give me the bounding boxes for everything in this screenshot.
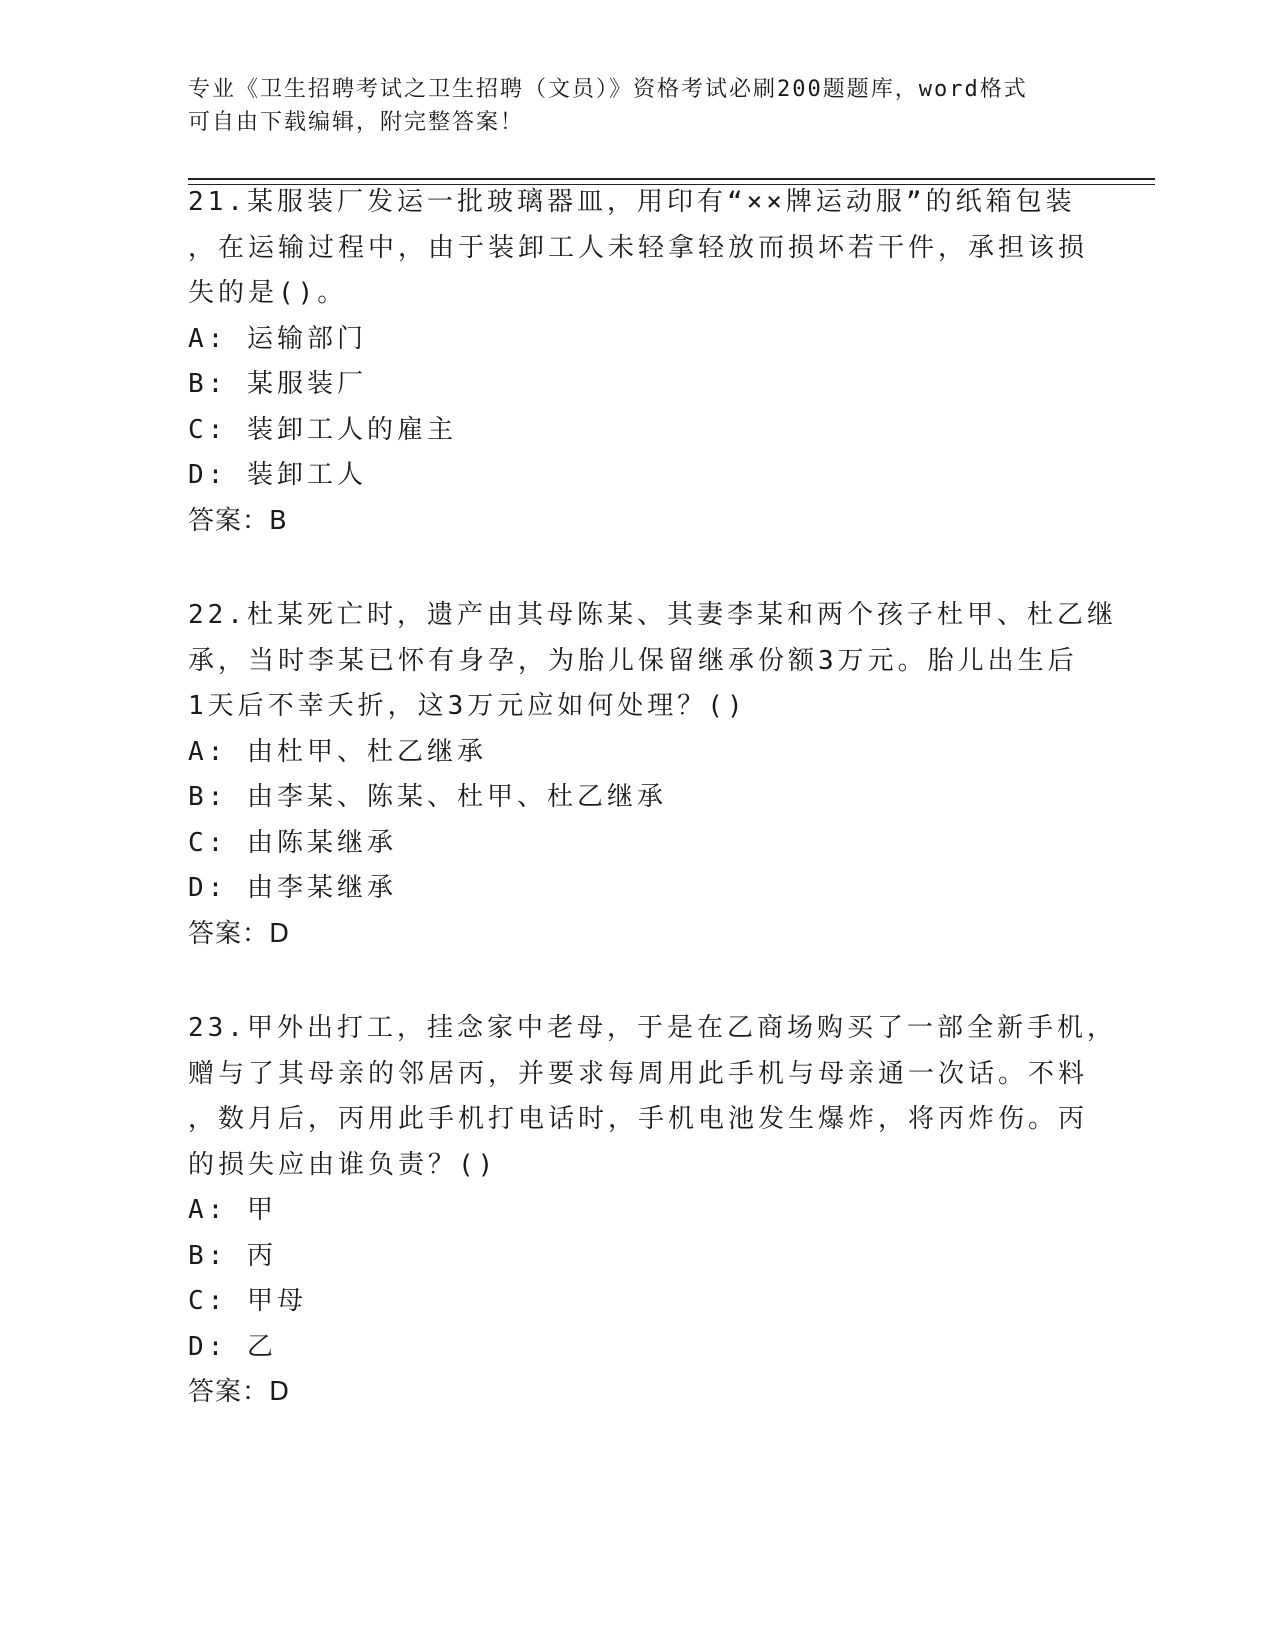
option-d: D: 由李某继承 xyxy=(188,873,397,903)
question-text-line: 承，当时李某已怀有身孕，为胎儿保留继承份额3万元。胎儿出生后 xyxy=(188,645,1078,676)
question-text-line: 的损失应由谁负责？() xyxy=(188,1149,498,1180)
question-text-line: 23.甲外出打工，挂念家中老母，于是在乙商场购买了一部全新手机， xyxy=(188,1013,1117,1043)
question-23 xyxy=(188,1006,1117,1416)
option-c: C: 甲母 xyxy=(188,1286,307,1316)
option-b: B: 某服装厂 xyxy=(188,369,367,399)
option-a: A: 甲 xyxy=(188,1195,277,1225)
option-c: C: 由陈某继承 xyxy=(188,827,397,858)
document-header xyxy=(188,73,1068,139)
option-b: B: 丙 xyxy=(188,1240,277,1271)
option-c: C: 装卸工人的雇主 xyxy=(188,414,457,445)
question-22 xyxy=(188,593,1117,957)
answer: 答案：B xyxy=(188,505,288,536)
option-a: A: 运输部门 xyxy=(188,323,367,354)
question-text-line: 赠与了其母亲的邻居丙，并要求每周用此手机与母亲通一次话。不料 xyxy=(188,1058,1089,1089)
question-text-line: 21.某服装厂发运一批玻璃器皿，用印有“××牌运动服”的纸箱包装 xyxy=(188,187,1076,217)
question-text-line: 1天后不幸夭折，这3万元应如何处理？() xyxy=(188,691,747,721)
header-line-1: 专业《卫生招聘考试之卫生招聘（文员）》资格考试必刷200题题库，word格式 xyxy=(188,77,1028,102)
header-line-2: 可自由下载编辑，附完整答案！ xyxy=(188,110,525,135)
option-d: D: 装卸工人 xyxy=(188,460,367,490)
question-text-line: 22.杜某死亡时，遗产由其母陈某、其妻李某和两个孩子杜甲、杜乙继 xyxy=(188,600,1117,630)
option-b: B: 由李某、陈某、杜甲、杜乙继承 xyxy=(188,782,667,812)
question-21 xyxy=(188,180,1108,544)
question-text-line: ，在运输过程中，由于装卸工人未轻拿轻放而损坏若干件，承担该损 xyxy=(188,232,1089,263)
answer: 答案：D xyxy=(188,1377,291,1407)
option-a: A: 由杜甲、杜乙继承 xyxy=(188,736,487,767)
question-text-line: ，数月后，丙用此手机打电话时，手机电池发生爆炸，将丙炸伤。丙 xyxy=(188,1104,1089,1134)
answer: 答案：D xyxy=(188,918,291,949)
option-d: D: 乙 xyxy=(188,1331,277,1362)
question-text-line: 失的是()。 xyxy=(188,278,348,308)
